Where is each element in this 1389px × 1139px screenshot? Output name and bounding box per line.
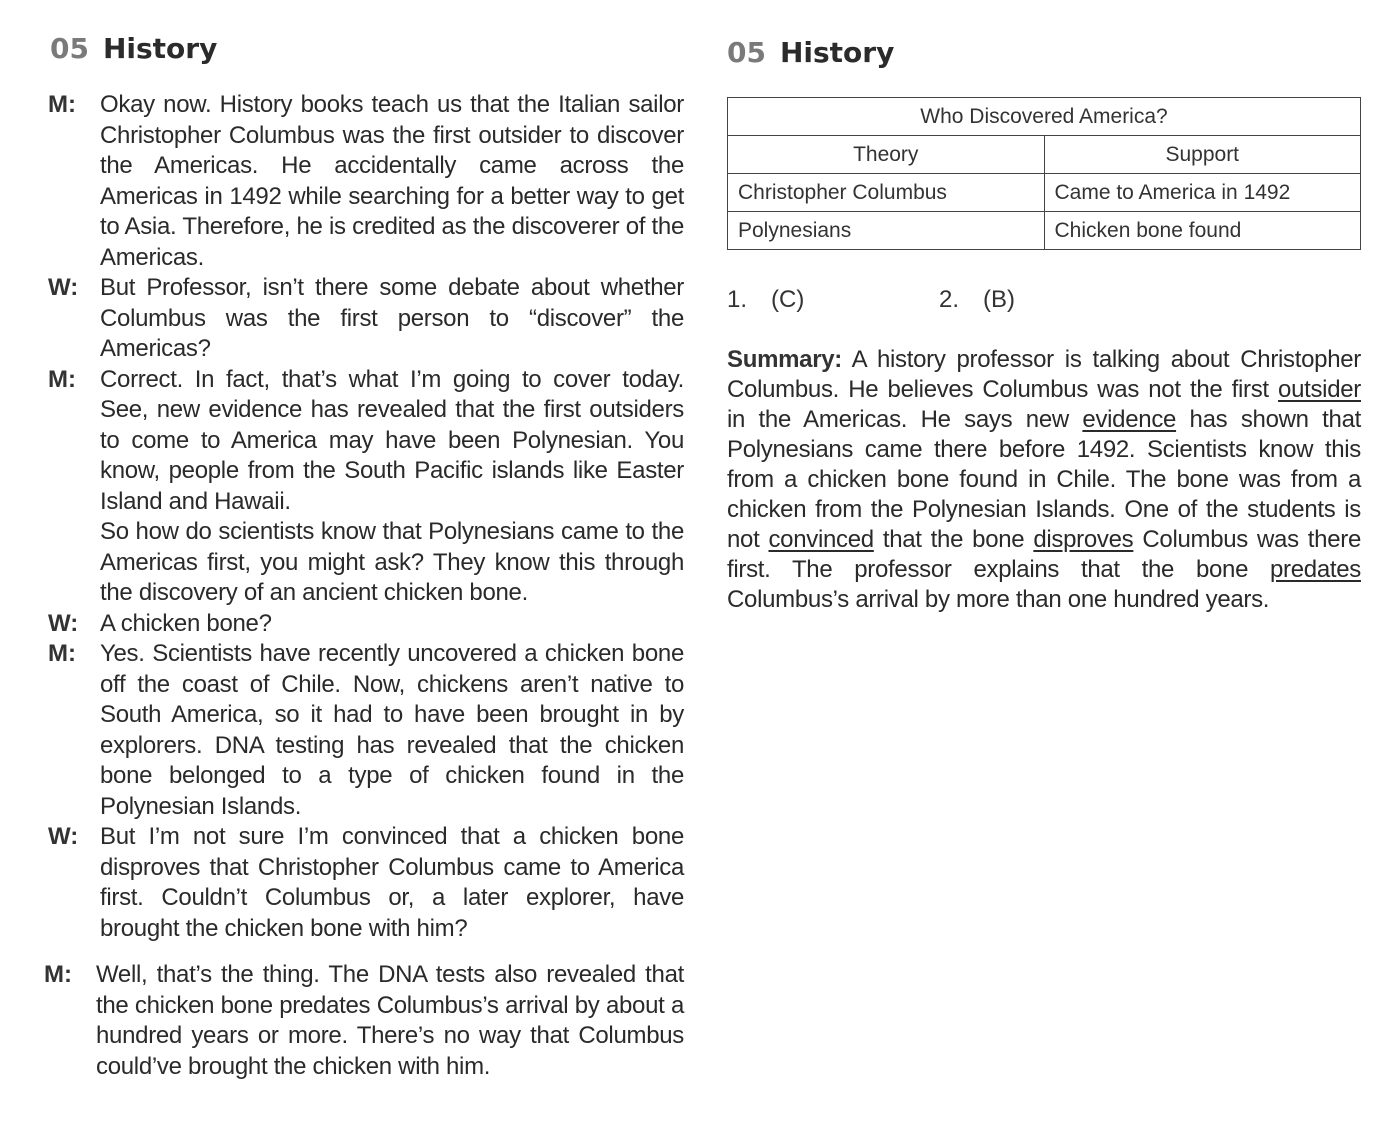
summary-label: Summary: — [727, 346, 842, 373]
speaker-label: M: — [48, 640, 76, 667]
section-title: History — [779, 36, 895, 69]
answer-1 — [727, 284, 804, 316]
column-header-theory: Theory — [728, 136, 1045, 174]
table-cell: Christopher Columbus — [728, 174, 1045, 212]
answer-value: (B) — [983, 286, 1016, 313]
section-heading-left — [50, 32, 217, 65]
summary-text: A history professor is talking about Christopher Columbus. He believes Columbus was not the first — [727, 346, 1361, 403]
summary-text: Columbus was there first. The professor explains that the bone — [727, 526, 1361, 583]
dialogue-text: But Professor, isn’t there some debate about whether Columbus was the first person to “discover” the Americas? — [100, 274, 684, 362]
keyword-disproves: disproves — [1033, 526, 1134, 553]
summary-text: has shown that Polynesians came there before 1492. Scientists know this from a chicken bone found in Chile. The bone was from a chicken from the Polynesian Islands. One of the students is not — [727, 406, 1361, 553]
dialogue-turn — [44, 960, 684, 1082]
dialogue-turn — [48, 365, 684, 609]
speaker-label: M: — [48, 365, 76, 393]
table-cell: Polynesians — [728, 212, 1045, 250]
speaker-label: M: — [44, 961, 72, 988]
table-cell: Chicken bone found — [1044, 212, 1361, 250]
dialogue-turn — [48, 90, 684, 273]
speaker-label: W: — [48, 274, 79, 301]
dialogue-text: Well, that’s the thing. The DNA tests also revealed that the chicken bone predates Columbus’s arrival by about a hundred years or more. There’s no way that Columbus could’ve brought the chicken with him. — [96, 961, 684, 1080]
section-number: 05 — [727, 36, 766, 69]
keyword-convinced: convinced — [768, 526, 874, 553]
dialogue-turn — [48, 822, 684, 944]
summary-text: that the bone — [873, 526, 1034, 553]
dialogue-turn — [48, 639, 684, 822]
summary-text: Columbus’s arrival by more than one hundred years. — [727, 586, 1270, 613]
keyword-outsider: outsider — [1278, 376, 1361, 403]
answer-value: (C) — [771, 286, 805, 313]
speaker-label: W: — [48, 823, 79, 850]
table-title: Who Discovered America? — [728, 98, 1361, 136]
speaker-label: W: — [48, 609, 79, 637]
table-row — [728, 174, 1361, 212]
table-row — [728, 212, 1361, 250]
dialogue-text: So how do scientists know that Polynesians came to the Americas first, you might ask? They know this through the discovery of an ancient chicken bone. — [100, 518, 684, 606]
answer-number: 2. — [939, 286, 960, 313]
transcript — [44, 90, 684, 1082]
dialogue-text: A chicken bone? — [100, 609, 272, 637]
dialogue-text: But I’m not sure I’m convinced that a chicken bone disproves that Christopher Columbus came to America first. Couldn’t Columbus or, a later explorer, have brought the chicken bone with him? — [100, 823, 684, 942]
summary-text: in the Americas. He says new — [727, 406, 1083, 433]
answer-number: 1. — [727, 286, 748, 313]
section-number: 05 — [50, 32, 89, 65]
section-title: History — [102, 32, 218, 65]
section-heading-right — [727, 36, 894, 69]
dialogue-turn — [48, 273, 684, 365]
speaker-label: M: — [48, 91, 76, 118]
discovery-table — [727, 97, 1361, 250]
keyword-predates: predates — [1270, 556, 1361, 583]
table-cell: Came to America in 1492 — [1044, 174, 1361, 212]
dialogue-text: Correct. In fact, that’s what I’m going to cover today. See, new evidence has revealed that the first outsiders to come to America may have been Polynesian. You know, people from the South Pacific islands like Easter Island and Hawaii. — [100, 365, 684, 515]
keyword-evidence: evidence — [1082, 406, 1177, 433]
answer-2 — [939, 284, 1015, 316]
dialogue-text: Okay now. History books teach us that the Italian sailor Christopher Columbus was the first outsider to discover the Americas. He accidentally came across the Americas in 1492 while searching for a better way to get to Asia. Therefore, he is credited as the discoverer of the Americas. — [100, 91, 684, 271]
dialogue-turn — [48, 609, 684, 640]
summary — [727, 345, 1361, 615]
column-header-support: Support — [1044, 136, 1361, 174]
dialogue-text: Yes. Scientists have recently uncovered a chicken bone off the coast of Chile. Now, chickens aren’t native to South America, so it had to have been brought in by explorers. DNA testing has revealed that the chicken bone belonged to a type of chicken found in the Polynesian Islands. — [100, 640, 684, 820]
